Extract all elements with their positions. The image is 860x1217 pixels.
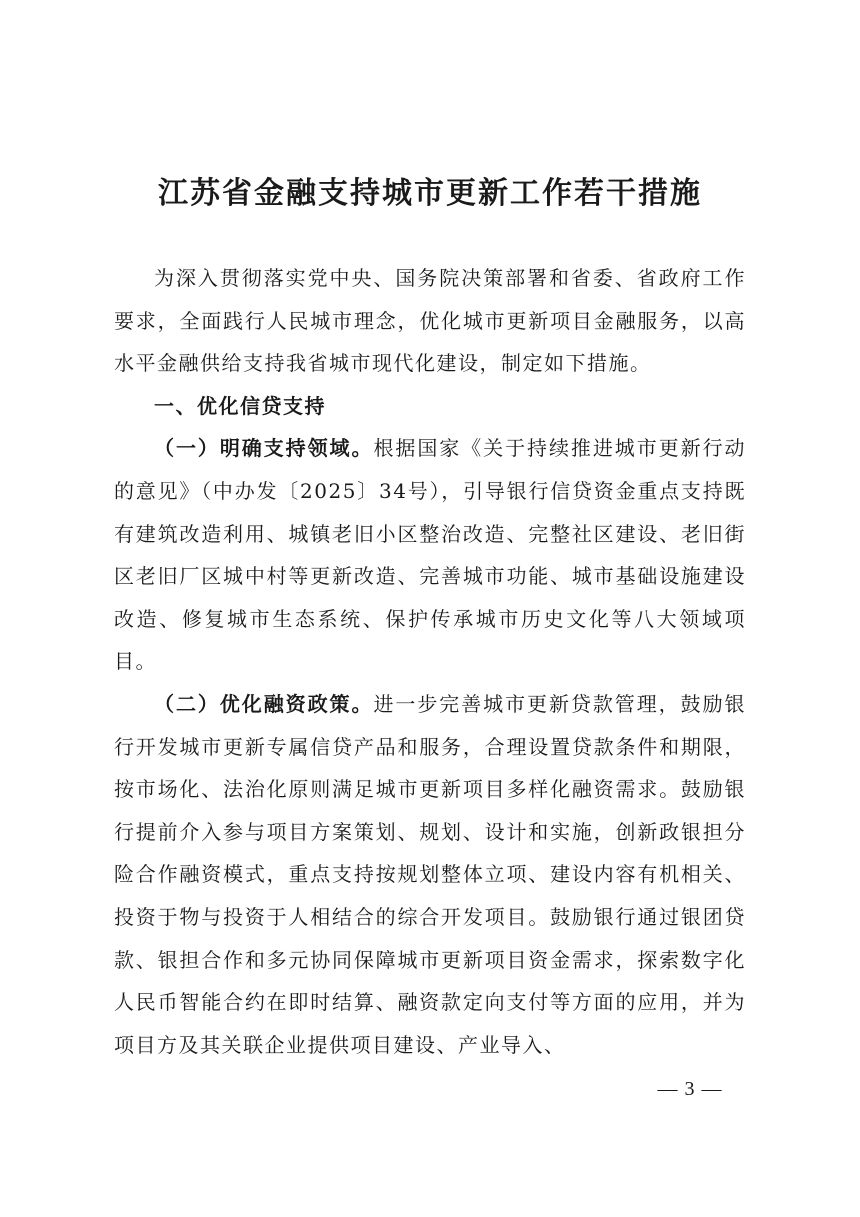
- item-2-lead: （二）优化融资政策。: [154, 691, 374, 716]
- item-2-paragraph: [114, 683, 746, 1066]
- item-2-text: 进一步完善城市更新贷款管理，鼓励银行开发城市更新专属信贷产品和服务，合理设置贷款条件和期限，按市场化、法治化原则满足城市更新项目多样化融资需求。鼓励银行提前介入参与项目方案策划、规划、设计和实施，创新政银担分险合作融资模式，重点支持按规划整体立项、建设内容有机相关、投资于物与投资于人相结合的综合开发项目。鼓励银行通过银团贷款、银担合作和多元协同保障城市更新项目资金需求，探索数字化人民币智能合约在即时结算、融资款定向支付等方面的应用，并为项目方及其关联企业提供项目建设、产业导入、: [114, 691, 747, 1057]
- page-number: — 3 —: [657, 1078, 723, 1100]
- document-body: [114, 257, 746, 1066]
- item-1-lead: （一）明确支持领域。: [154, 436, 374, 461]
- item-1-text: 根据国家《关于持续推进城市更新行动的意见》（中办发〔2025〕34号），引导银行信贷资金重点支持既有建筑改造利用、城镇老旧小区整治改造、完整社区建设、老旧街区老旧厂区城中村等更新改造、完善城市功能、城市基础设施建设改造、修复城市生态系统、保护传承城市历史文化等八大领域项目。: [114, 436, 747, 674]
- intro-paragraph: 为深入贯彻落实党中央、国务院决策部署和省委、省政府工作要求，全面践行人民城市理念，优化城市更新项目金融服务，以高水平金融供给支持我省城市现代化建设，制定如下措施。: [114, 266, 746, 376]
- section-heading: 一、优化信贷支持: [154, 393, 326, 418]
- document-title: 江苏省金融支持城市更新工作若干措施: [158, 176, 702, 211]
- item-1-paragraph: [114, 427, 746, 683]
